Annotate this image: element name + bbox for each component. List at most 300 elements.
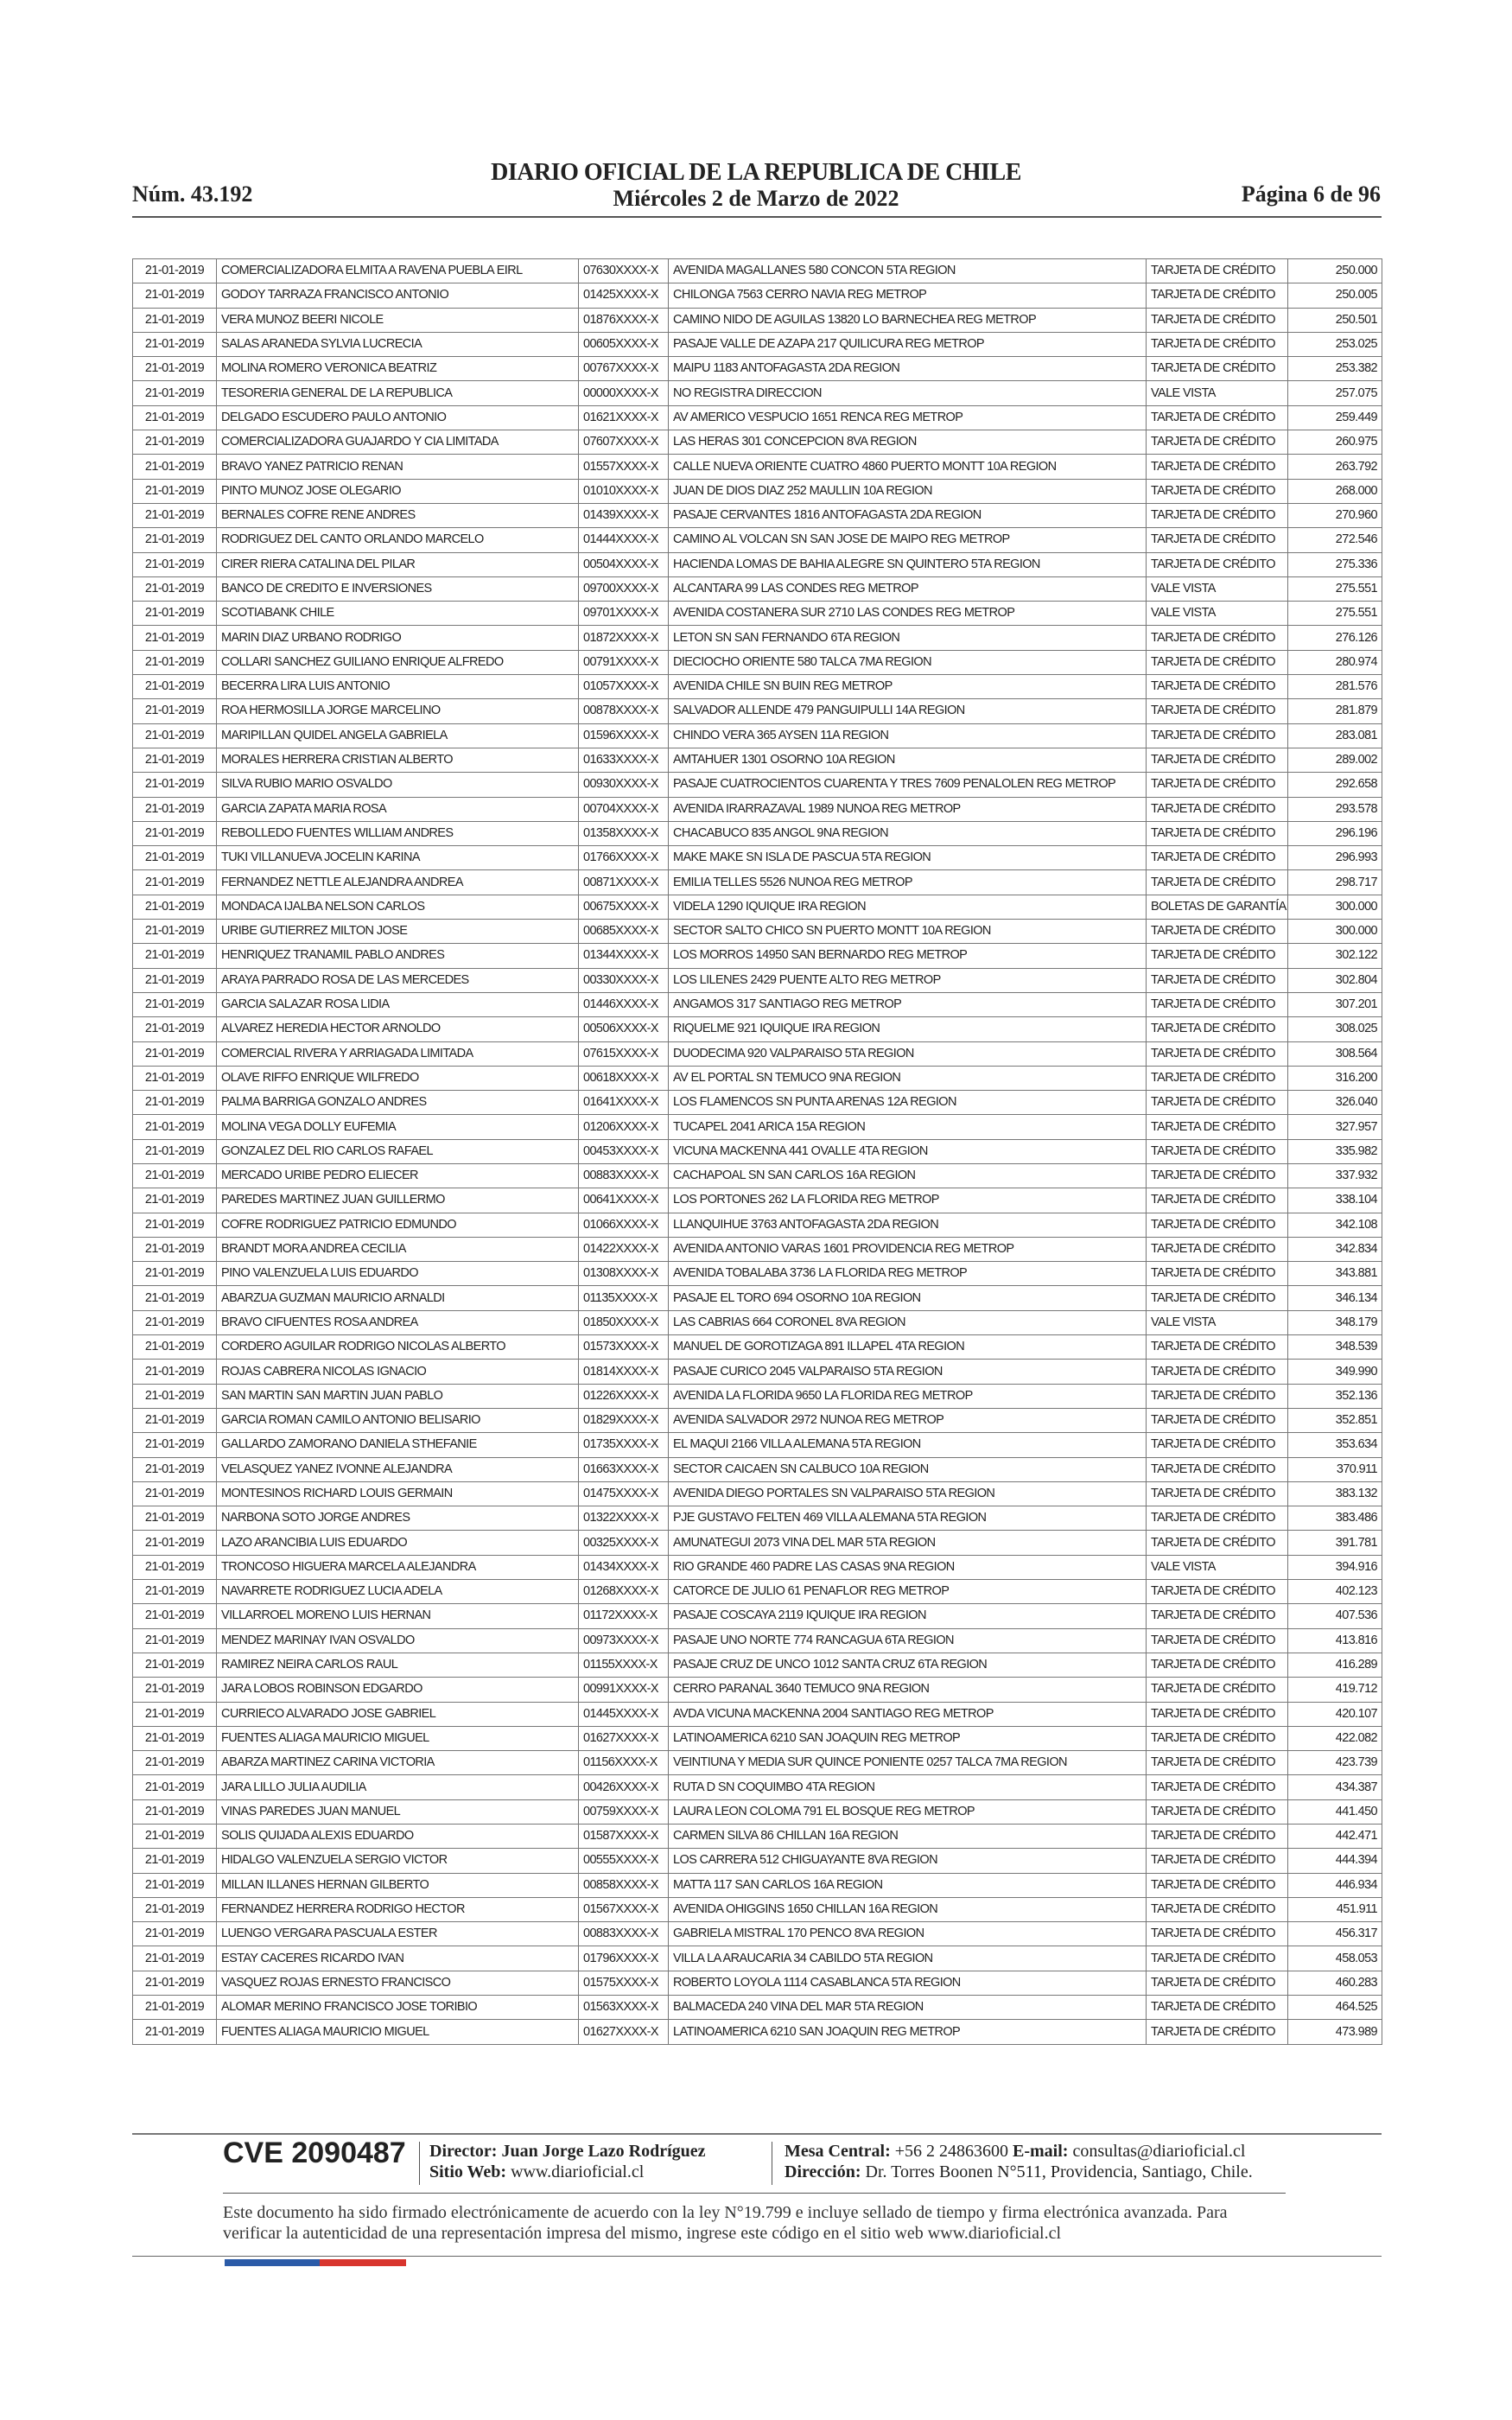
table-row: [133, 1922, 1382, 1946]
date-cell: 21-01-2019: [133, 626, 217, 650]
amount-cell: 348.539: [1288, 1335, 1382, 1360]
name-cell: GODOY TARRAZA FRANCISCO ANTONIO: [217, 283, 579, 308]
amount-cell: 464.525: [1288, 1996, 1382, 2020]
instrument-cell: TARJETA DE CRÉDITO: [1147, 1481, 1288, 1506]
date-cell: 21-01-2019: [133, 1825, 217, 1849]
name-cell: PINTO MUNOZ JOSE OLEGARIO: [217, 479, 579, 503]
rut-cell: 01573XXXX-X: [579, 1335, 669, 1360]
director-name: Juan Jorge Lazo Rodríguez: [501, 2142, 706, 2161]
instrument-cell: TARJETA DE CRÉDITO: [1147, 528, 1288, 552]
instrument-cell: TARJETA DE CRÉDITO: [1147, 1091, 1288, 1115]
rut-cell: 00618XXXX-X: [579, 1066, 669, 1090]
rut-cell: 00871XXXX-X: [579, 870, 669, 895]
name-cell: COLLARI SANCHEZ GUILIANO ENRIQUE ALFREDO: [217, 650, 579, 674]
rut-cell: 00685XXXX-X: [579, 920, 669, 944]
instrument-cell: TARJETA DE CRÉDITO: [1147, 479, 1288, 503]
rut-cell: 07615XXXX-X: [579, 1041, 669, 1066]
date-cell: 21-01-2019: [133, 1506, 217, 1531]
table-row: [133, 920, 1382, 944]
date-cell: 21-01-2019: [133, 503, 217, 527]
table-row: [133, 1555, 1382, 1579]
rut-cell: 01829XXXX-X: [579, 1408, 669, 1432]
amount-cell: 434.387: [1288, 1775, 1382, 1799]
table-row: [133, 1139, 1382, 1163]
name-cell: SALAS ARANEDA SYLVIA LUCRECIA: [217, 332, 579, 356]
date-cell: 21-01-2019: [133, 1799, 217, 1824]
instrument-cell: TARJETA DE CRÉDITO: [1147, 1408, 1288, 1432]
table-row: [133, 1604, 1382, 1628]
rut-cell: 00791XXXX-X: [579, 650, 669, 674]
mesa-label: Mesa Central:: [785, 2142, 891, 2161]
table-row: [133, 1335, 1382, 1360]
amount-cell: 442.471: [1288, 1825, 1382, 1849]
name-cell: LUENGO VERGARA PASCUALA ESTER: [217, 1922, 579, 1946]
address-cell: EMILIA TELLES 5526 NUNOA REG METROP: [669, 870, 1147, 895]
amount-cell: 352.851: [1288, 1408, 1382, 1432]
date-cell: 21-01-2019: [133, 748, 217, 772]
name-cell: CORDERO AGUILAR RODRIGO NICOLAS ALBERTO: [217, 1335, 579, 1360]
amount-cell: 335.982: [1288, 1139, 1382, 1163]
table-row: [133, 870, 1382, 895]
name-cell: MERCADO URIBE PEDRO ELIECER: [217, 1163, 579, 1188]
date-cell: 21-01-2019: [133, 1262, 217, 1286]
date-cell: 21-01-2019: [133, 1897, 217, 1921]
amount-cell: 473.989: [1288, 2020, 1382, 2044]
table-row: [133, 1678, 1382, 1702]
issue-date: Miércoles 2 de Marzo de 2022: [613, 186, 899, 211]
name-cell: MOLINA VEGA DOLLY EUFEMIA: [217, 1115, 579, 1139]
date-cell: 21-01-2019: [133, 1849, 217, 1873]
date-cell: 21-01-2019: [133, 455, 217, 479]
instrument-cell: TARJETA DE CRÉDITO: [1147, 1628, 1288, 1653]
address-cell: LAS CABRIAS 664 CORONEL 8VA REGION: [669, 1310, 1147, 1334]
email-label: E-mail:: [1013, 2142, 1069, 2161]
name-cell: NAVARRETE RODRIGUEZ LUCIA ADELA: [217, 1580, 579, 1604]
table-row: [133, 1531, 1382, 1555]
address-cell: DUODECIMA 920 VALPARAISO 5TA REGION: [669, 1041, 1147, 1066]
amount-cell: 259.449: [1288, 405, 1382, 430]
amount-cell: 293.578: [1288, 797, 1382, 821]
table-row: [133, 1286, 1382, 1310]
amount-cell: 296.993: [1288, 846, 1382, 870]
amount-cell: 289.002: [1288, 748, 1382, 772]
amount-cell: 338.104: [1288, 1188, 1382, 1213]
amount-cell: 460.283: [1288, 1971, 1382, 1995]
instrument-cell: TARJETA DE CRÉDITO: [1147, 405, 1288, 430]
email-link[interactable]: consultas@diarioficial.cl: [1072, 2142, 1246, 2161]
table-row: [133, 1971, 1382, 1995]
instrument-cell: TARJETA DE CRÉDITO: [1147, 846, 1288, 870]
rut-cell: 00767XXXX-X: [579, 357, 669, 381]
name-cell: BRANDT MORA ANDREA CECILIA: [217, 1237, 579, 1261]
address-cell: VIDELA 1290 IQUIQUE IRA REGION: [669, 895, 1147, 919]
rut-cell: 01322XXXX-X: [579, 1506, 669, 1531]
address-cell: HACIENDA LOMAS DE BAHIA ALEGRE SN QUINTERO 5TA REGION: [669, 552, 1147, 576]
amount-cell: 257.075: [1288, 381, 1382, 405]
amount-cell: 260.975: [1288, 430, 1382, 455]
footer-divider: [223, 2193, 1286, 2194]
name-cell: GALLARDO ZAMORANO DANIELA STHEFANIE: [217, 1433, 579, 1457]
name-cell: ESTAY CACERES RICARDO IVAN: [217, 1946, 579, 1971]
table-row: [133, 576, 1382, 601]
name-cell: JARA LOBOS ROBINSON EDGARDO: [217, 1678, 579, 1702]
date-cell: 21-01-2019: [133, 552, 217, 576]
address-cell: LOS CARRERA 512 CHIGUAYANTE 8VA REGION: [669, 1849, 1147, 1873]
instrument-cell: TARJETA DE CRÉDITO: [1147, 723, 1288, 748]
rut-cell: 01596XXXX-X: [579, 723, 669, 748]
amount-cell: 422.082: [1288, 1726, 1382, 1750]
name-cell: SAN MARTIN SAN MARTIN JUAN PABLO: [217, 1384, 579, 1408]
address-label: Dirección:: [785, 2162, 861, 2181]
address-cell: PASAJE COSCAYA 2119 IQUIQUE IRA REGION: [669, 1604, 1147, 1628]
address-cell: CARMEN SILVA 86 CHILLAN 16A REGION: [669, 1825, 1147, 1849]
footer-separator: [419, 2142, 420, 2185]
site-label: Sitio Web:: [429, 2162, 507, 2181]
name-cell: GONZALEZ DEL RIO CARLOS RAFAEL: [217, 1139, 579, 1163]
name-cell: CIRER RIERA CATALINA DEL PILAR: [217, 552, 579, 576]
table-row: [133, 1262, 1382, 1286]
name-cell: MARIPILLAN QUIDEL ANGELA GABRIELA: [217, 723, 579, 748]
date-cell: 21-01-2019: [133, 920, 217, 944]
rut-cell: 00883XXXX-X: [579, 1163, 669, 1188]
instrument-cell: VALE VISTA: [1147, 602, 1288, 626]
address-cell: SECTOR CAICAEN SN CALBUCO 10A REGION: [669, 1457, 1147, 1481]
date-cell: 21-01-2019: [133, 1678, 217, 1702]
table-row: [133, 773, 1382, 797]
address-cell: SALVADOR ALLENDE 479 PANGUIPULLI 14A REGION: [669, 699, 1147, 723]
date-cell: 21-01-2019: [133, 1481, 217, 1506]
name-cell: ARAYA PARRADO ROSA DE LAS MERCEDES: [217, 968, 579, 992]
address-cell: ROBERTO LOYOLA 1114 CASABLANCA 5TA REGION: [669, 1971, 1147, 1995]
address-cell: PASAJE CURICO 2045 VALPARAISO 5TA REGION: [669, 1360, 1147, 1384]
site-link[interactable]: www.diarioficial.cl: [511, 2162, 645, 2181]
date-cell: 21-01-2019: [133, 1188, 217, 1213]
table-row: [133, 357, 1382, 381]
rut-cell: 07607XXXX-X: [579, 430, 669, 455]
address-cell: AV EL PORTAL SN TEMUCO 9NA REGION: [669, 1066, 1147, 1090]
name-cell: RAMIREZ NEIRA CARLOS RAUL: [217, 1653, 579, 1677]
instrument-cell: TARJETA DE CRÉDITO: [1147, 748, 1288, 772]
date-cell: 21-01-2019: [133, 1091, 217, 1115]
instrument-cell: TARJETA DE CRÉDITO: [1147, 1799, 1288, 1824]
table-row: [133, 1897, 1382, 1921]
date-cell: 21-01-2019: [133, 773, 217, 797]
rut-cell: 00973XXXX-X: [579, 1628, 669, 1653]
table-row: [133, 944, 1382, 968]
date-cell: 21-01-2019: [133, 357, 217, 381]
name-cell: MENDEZ MARINAY IVAN OSVALDO: [217, 1628, 579, 1653]
amount-cell: 394.916: [1288, 1555, 1382, 1579]
address-cell: LOS LILENES 2429 PUENTE ALTO REG METROP: [669, 968, 1147, 992]
amount-cell: 346.134: [1288, 1286, 1382, 1310]
instrument-cell: TARJETA DE CRÉDITO: [1147, 1897, 1288, 1921]
rut-cell: 00991XXXX-X: [579, 1678, 669, 1702]
date-cell: 21-01-2019: [133, 308, 217, 332]
address-cell: VILLA LA ARAUCARIA 34 CABILDO 5TA REGION: [669, 1946, 1147, 1971]
table-row: [133, 1041, 1382, 1066]
instrument-cell: TARJETA DE CRÉDITO: [1147, 797, 1288, 821]
address-cell: AVENIDA ANTONIO VARAS 1601 PROVIDENCIA REG METROP: [669, 1237, 1147, 1261]
table-row: [133, 1188, 1382, 1213]
rut-cell: 00605XXXX-X: [579, 332, 669, 356]
name-cell: ALVAREZ HEREDIA HECTOR ARNOLDO: [217, 1017, 579, 1041]
rut-cell: 01627XXXX-X: [579, 2020, 669, 2044]
date-cell: 21-01-2019: [133, 576, 217, 601]
address-cell: AMTAHUER 1301 OSORNO 10A REGION: [669, 748, 1147, 772]
table-row: [133, 748, 1382, 772]
instrument-cell: BOLETAS DE GARANTÍA: [1147, 895, 1288, 919]
rut-cell: 00759XXXX-X: [579, 1799, 669, 1824]
table-row: [133, 992, 1382, 1016]
name-cell: HENRIQUEZ TRANAMIL PABLO ANDRES: [217, 944, 579, 968]
rut-cell: 01633XXXX-X: [579, 748, 669, 772]
amount-cell: 456.317: [1288, 1922, 1382, 1946]
instrument-cell: VALE VISTA: [1147, 1555, 1288, 1579]
amount-cell: 250.005: [1288, 283, 1382, 308]
table-row: [133, 1653, 1382, 1677]
date-cell: 21-01-2019: [133, 1286, 217, 1310]
address-cell: RIO GRANDE 460 PADRE LAS CASAS 9NA REGION: [669, 1555, 1147, 1579]
rut-cell: 01206XXXX-X: [579, 1115, 669, 1139]
table-row: [133, 1457, 1382, 1481]
amount-cell: 296.196: [1288, 821, 1382, 845]
table-row: [133, 1384, 1382, 1408]
name-cell: BRAVO YANEZ PATRICIO RENAN: [217, 455, 579, 479]
amount-cell: 423.739: [1288, 1751, 1382, 1775]
issue-number: Núm. 43.192: [132, 182, 253, 207]
page-indicator: Página 6 de 96: [1241, 182, 1381, 207]
name-cell: FUENTES ALIAGA MAURICIO MIGUEL: [217, 2020, 579, 2044]
name-cell: NARBONA SOTO JORGE ANDRES: [217, 1506, 579, 1531]
rut-cell: 01135XXXX-X: [579, 1286, 669, 1310]
address-cell: CATORCE DE JULIO 61 PENAFLOR REG METROP: [669, 1580, 1147, 1604]
address-cell: MAIPU 1183 ANTOFAGASTA 2DA REGION: [669, 357, 1147, 381]
instrument-cell: TARJETA DE CRÉDITO: [1147, 1066, 1288, 1090]
amount-cell: 391.781: [1288, 1531, 1382, 1555]
name-cell: BECERRA LIRA LUIS ANTONIO: [217, 675, 579, 699]
amount-cell: 337.932: [1288, 1163, 1382, 1188]
name-cell: MONDACA IJALBA NELSON CARLOS: [217, 895, 579, 919]
instrument-cell: TARJETA DE CRÉDITO: [1147, 1531, 1288, 1555]
name-cell: COMERCIAL RIVERA Y ARRIAGADA LIMITADA: [217, 1041, 579, 1066]
name-cell: SILVA RUBIO MARIO OSVALDO: [217, 773, 579, 797]
date-cell: 21-01-2019: [133, 381, 217, 405]
rut-cell: 01444XXXX-X: [579, 528, 669, 552]
amount-cell: 281.576: [1288, 675, 1382, 699]
amount-cell: 370.911: [1288, 1457, 1382, 1481]
table-row: [133, 821, 1382, 845]
address-cell: LATINOAMERICA 6210 SAN JOAQUIN REG METROP: [669, 1726, 1147, 1750]
amount-cell: 270.960: [1288, 503, 1382, 527]
name-cell: FERNANDEZ NETTLE ALEJANDRA ANDREA: [217, 870, 579, 895]
table-row: [133, 895, 1382, 919]
address-cell: VICUNA MACKENNA 441 OVALLE 4TA REGION: [669, 1139, 1147, 1163]
rut-cell: 01445XXXX-X: [579, 1702, 669, 1726]
table-row: [133, 1946, 1382, 1971]
name-cell: MILLAN ILLANES HERNAN GILBERTO: [217, 1873, 579, 1897]
date-cell: 21-01-2019: [133, 2020, 217, 2044]
address-cell: PASAJE CRUZ DE UNCO 1012 SANTA CRUZ 6TA REGION: [669, 1653, 1147, 1677]
rut-cell: 01575XXXX-X: [579, 1971, 669, 1995]
signature-notice: Este documento ha sido firmado electrónicamente de acuerdo con la ley N°19.799 e incluye sellado de tiempo y firma electrónica avanzada. Para verificar la autenticidad de una representación impresa del mismo, ingrese este código en el sitio web www.diarioficial.cl: [223, 2203, 1228, 2243]
address-cell: LAURA LEON COLOMA 791 EL BOSQUE REG METROP: [669, 1799, 1147, 1824]
instrument-cell: TARJETA DE CRÉDITO: [1147, 1751, 1288, 1775]
rut-cell: 00878XXXX-X: [579, 699, 669, 723]
amount-cell: 275.551: [1288, 576, 1382, 601]
records-table-body: [133, 259, 1382, 2045]
name-cell: TRONCOSO HIGUERA MARCELA ALEJANDRA: [217, 1555, 579, 1579]
bottom-divider: [132, 2256, 1382, 2257]
table-row: [133, 1726, 1382, 1750]
amount-cell: 298.717: [1288, 870, 1382, 895]
table-row: [133, 455, 1382, 479]
instrument-cell: TARJETA DE CRÉDITO: [1147, 920, 1288, 944]
mesa-phone: +56 2 24863600: [894, 2142, 1009, 2161]
date-cell: 21-01-2019: [133, 1996, 217, 2020]
table-row: [133, 626, 1382, 650]
instrument-cell: TARJETA DE CRÉDITO: [1147, 1433, 1288, 1457]
name-cell: VASQUEZ ROJAS ERNESTO FRANCISCO: [217, 1971, 579, 1995]
table-row: [133, 1775, 1382, 1799]
name-cell: FERNANDEZ HERRERA RODRIGO HECTOR: [217, 1897, 579, 1921]
name-cell: PALMA BARRIGA GONZALO ANDRES: [217, 1091, 579, 1115]
instrument-cell: TARJETA DE CRÉDITO: [1147, 992, 1288, 1016]
amount-cell: 446.934: [1288, 1873, 1382, 1897]
amount-cell: 280.974: [1288, 650, 1382, 674]
rut-cell: 01563XXXX-X: [579, 1996, 669, 2020]
rut-cell: 00506XXXX-X: [579, 1017, 669, 1041]
amount-cell: 342.108: [1288, 1213, 1382, 1237]
address-cell: AVENIDA LA FLORIDA 9650 LA FLORIDA REG METROP: [669, 1384, 1147, 1408]
date-cell: 21-01-2019: [133, 1702, 217, 1726]
date-cell: 21-01-2019: [133, 723, 217, 748]
date-cell: 21-01-2019: [133, 1433, 217, 1457]
rut-cell: 01766XXXX-X: [579, 846, 669, 870]
date-cell: 21-01-2019: [133, 1604, 217, 1628]
instrument-cell: TARJETA DE CRÉDITO: [1147, 503, 1288, 527]
name-cell: ROA HERMOSILLA JORGE MARCELINO: [217, 699, 579, 723]
date-cell: 21-01-2019: [133, 259, 217, 283]
rut-cell: 07630XXXX-X: [579, 259, 669, 283]
table-row: [133, 1481, 1382, 1506]
rut-cell: 01872XXXX-X: [579, 626, 669, 650]
date-cell: 21-01-2019: [133, 968, 217, 992]
address-cell: VEINTIUNA Y MEDIA SUR QUINCE PONIENTE 0257 TALCA 7MA REGION: [669, 1751, 1147, 1775]
rut-cell: 01587XXXX-X: [579, 1825, 669, 1849]
rut-cell: 01308XXXX-X: [579, 1262, 669, 1286]
date-cell: 21-01-2019: [133, 992, 217, 1016]
name-cell: GARCIA SALAZAR ROSA LIDIA: [217, 992, 579, 1016]
rut-cell: 01446XXXX-X: [579, 992, 669, 1016]
address-cell: BALMACEDA 240 VINA DEL MAR 5TA REGION: [669, 1996, 1147, 2020]
rut-cell: 09701XXXX-X: [579, 602, 669, 626]
address-cell: LOS FLAMENCOS SN PUNTA ARENAS 12A REGION: [669, 1091, 1147, 1115]
cve-code: CVE 2090487: [223, 2137, 406, 2169]
rut-cell: 01663XXXX-X: [579, 1457, 669, 1481]
name-cell: VINAS PAREDES JUAN MANUEL: [217, 1799, 579, 1824]
instrument-cell: TARJETA DE CRÉDITO: [1147, 773, 1288, 797]
rut-cell: 00675XXXX-X: [579, 895, 669, 919]
instrument-cell: TARJETA DE CRÉDITO: [1147, 1286, 1288, 1310]
instrument-cell: TARJETA DE CRÉDITO: [1147, 1702, 1288, 1726]
table-row: [133, 650, 1382, 674]
name-cell: MOLINA ROMERO VERONICA BEATRIZ: [217, 357, 579, 381]
address-cell: CHINDO VERA 365 AYSEN 11A REGION: [669, 723, 1147, 748]
name-cell: BERNALES COFRE RENE ANDRES: [217, 503, 579, 527]
address-cell: PASAJE CUATROCIENTOS CUARENTA Y TRES 7609 PENALOLEN REG METROP: [669, 773, 1147, 797]
table-row: [133, 846, 1382, 870]
table-row: [133, 1580, 1382, 1604]
table-row: [133, 968, 1382, 992]
instrument-cell: TARJETA DE CRÉDITO: [1147, 1580, 1288, 1604]
table-row: [133, 479, 1382, 503]
rut-cell: 01155XXXX-X: [579, 1653, 669, 1677]
date-cell: 21-01-2019: [133, 1653, 217, 1677]
address-cell: AVDA VICUNA MACKENNA 2004 SANTIAGO REG METROP: [669, 1702, 1147, 1726]
name-cell: GARCIA ZAPATA MARIA ROSA: [217, 797, 579, 821]
table-row: [133, 1702, 1382, 1726]
date-cell: 21-01-2019: [133, 1946, 217, 1971]
date-cell: 21-01-2019: [133, 870, 217, 895]
name-cell: SOLIS QUIJADA ALEXIS EDUARDO: [217, 1825, 579, 1849]
amount-cell: 300.000: [1288, 895, 1382, 919]
name-cell: RODRIGUEZ DEL CANTO ORLANDO MARCELO: [217, 528, 579, 552]
instrument-cell: TARJETA DE CRÉDITO: [1147, 1335, 1288, 1360]
table-row: [133, 1996, 1382, 2020]
date-cell: 21-01-2019: [133, 1971, 217, 1995]
address-cell: AVENIDA CHILE SN BUIN REG METROP: [669, 675, 1147, 699]
instrument-cell: TARJETA DE CRÉDITO: [1147, 1922, 1288, 1946]
table-row: [133, 259, 1382, 283]
amount-cell: 300.000: [1288, 920, 1382, 944]
name-cell: REBOLLEDO FUENTES WILLIAM ANDRES: [217, 821, 579, 845]
amount-cell: 275.551: [1288, 602, 1382, 626]
rut-cell: 01627XXXX-X: [579, 1726, 669, 1750]
amount-cell: 302.122: [1288, 944, 1382, 968]
address-cell: AVENIDA OHIGGINS 1650 CHILLAN 16A REGION: [669, 1897, 1147, 1921]
table-row: [133, 381, 1382, 405]
newspaper-title: DIARIO OFICIAL DE LA REPUBLICA DE CHILE: [491, 159, 1021, 186]
instrument-cell: TARJETA DE CRÉDITO: [1147, 675, 1288, 699]
date-cell: 21-01-2019: [133, 430, 217, 455]
instrument-cell: TARJETA DE CRÉDITO: [1147, 1775, 1288, 1799]
name-cell: LAZO ARANCIBIA LUIS EDUARDO: [217, 1531, 579, 1555]
rut-cell: 01876XXXX-X: [579, 308, 669, 332]
date-cell: 21-01-2019: [133, 1628, 217, 1653]
table-row: [133, 308, 1382, 332]
name-cell: MORALES HERRERA CRISTIAN ALBERTO: [217, 748, 579, 772]
rut-cell: 01010XXXX-X: [579, 479, 669, 503]
instrument-cell: TARJETA DE CRÉDITO: [1147, 944, 1288, 968]
instrument-cell: VALE VISTA: [1147, 1310, 1288, 1334]
address-cell: ALCANTARA 99 LAS CONDES REG METROP: [669, 576, 1147, 601]
date-cell: 21-01-2019: [133, 1310, 217, 1334]
address-cell: DIECIOCHO ORIENTE 580 TALCA 7MA REGION: [669, 650, 1147, 674]
table-row: [133, 430, 1382, 455]
name-cell: SCOTIABANK CHILE: [217, 602, 579, 626]
instrument-cell: TARJETA DE CRÉDITO: [1147, 552, 1288, 576]
table-row: [133, 1066, 1382, 1090]
rut-cell: 01422XXXX-X: [579, 1237, 669, 1261]
instrument-cell: TARJETA DE CRÉDITO: [1147, 1457, 1288, 1481]
address-cell: CAMINO NIDO DE AGUILAS 13820 LO BARNECHEA REG METROP: [669, 308, 1147, 332]
amount-cell: 348.179: [1288, 1310, 1382, 1334]
amount-cell: 250.501: [1288, 308, 1382, 332]
table-row: [133, 1310, 1382, 1334]
address-cell: AV AMERICO VESPUCIO 1651 RENCA REG METROP: [669, 405, 1147, 430]
table-row: [133, 602, 1382, 626]
instrument-cell: TARJETA DE CRÉDITO: [1147, 1825, 1288, 1849]
